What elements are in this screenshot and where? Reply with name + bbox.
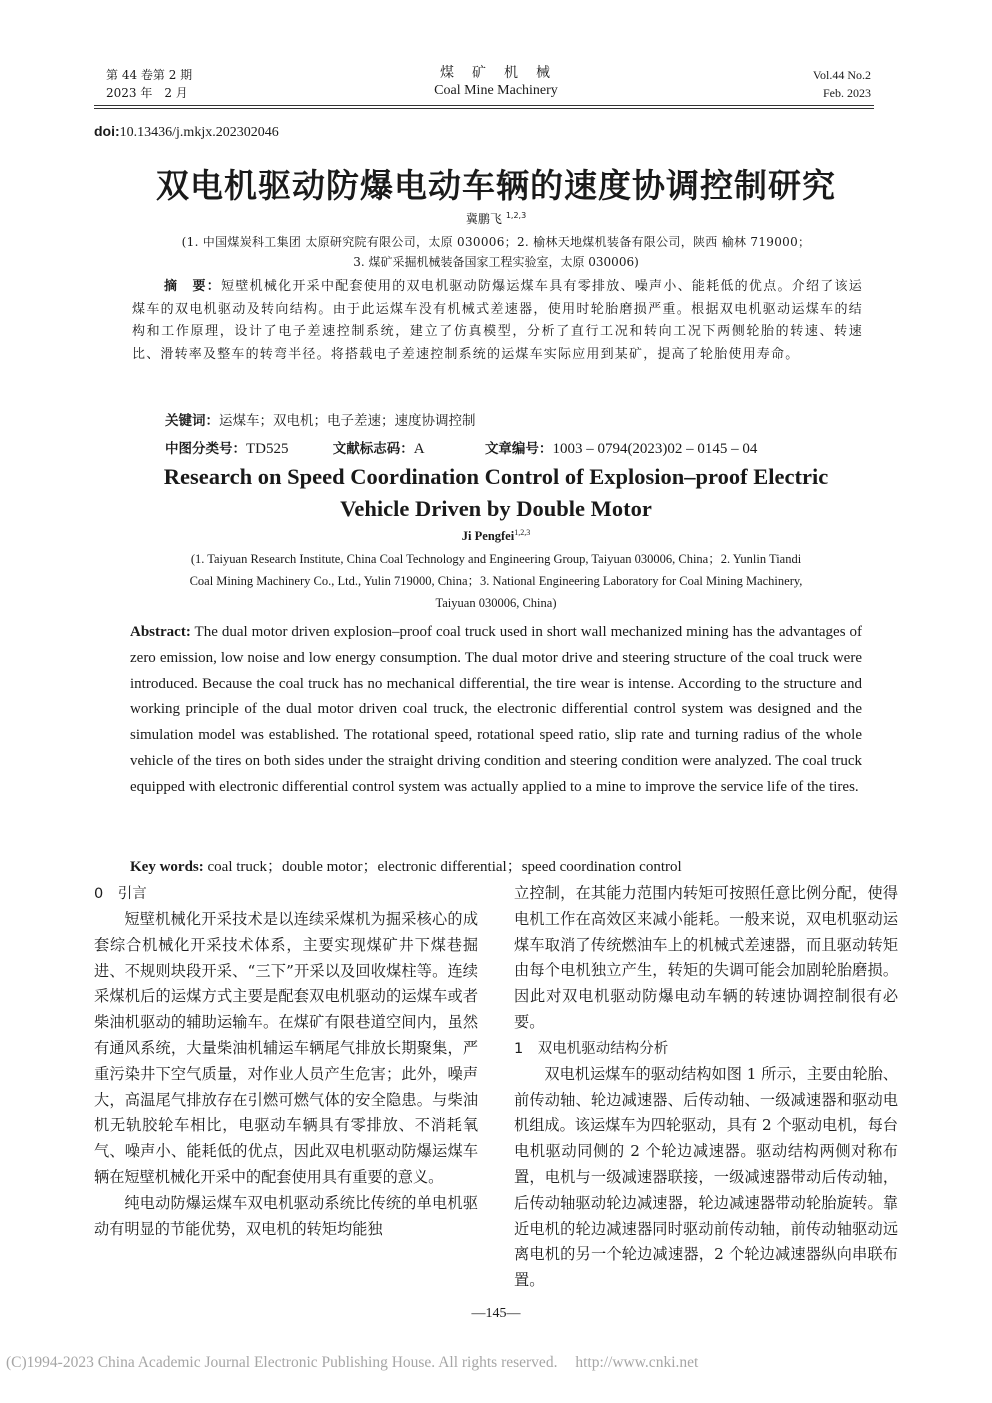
keywords-en bbox=[130, 855, 682, 876]
doi-value[interactable]: 10.13436/j.mkjx.202302046 bbox=[119, 125, 279, 140]
author-name-en: Ji Pengfei bbox=[461, 529, 515, 544]
affiliations-en bbox=[94, 548, 898, 614]
affiliation-en-line-1: (1. Taiyuan Research Institute, China Coal Technology and Engineering Group, Taiyuan 030006, China；2. Yunlin Tiandi bbox=[190, 552, 802, 566]
article-id-label: 文章编号： bbox=[484, 441, 553, 457]
affiliation-en-line-3: Taiyuan 030006, China) bbox=[435, 596, 557, 610]
section-1-paragraph-1: 双电机运煤车的驱动结构如图 1 所示，主要由轮胎、前传动轴、轮边减速器、后传动轴、一级减速器和驱动电机组成。该运煤车为四轮驱动，具有 2 个驱动电机，每台电机驱动同侧的 2 个轮边减速器。驱动结构两侧对称布置，电机与一级减速器联接，一级减速器带动后传动轴，后传动轴驱动轮边减速器，轮边减速器带动轮胎旋转。靠近电机的轮边减速器同时驱动前传动轴，前传动轴驱动远离电机的另一个轮边减速器，2 个轮边减速器纵向串联布置。 bbox=[514, 1064, 898, 1290]
intro-paragraph-1: 短壁机械化开采技术是以连续采煤机为掘采核心的成套综合机械化开采技术体系，主要实现煤矿井下煤巷掘进、不规则块段开采、“三下”开采以及回收煤柱等。连续采煤机后的运煤方式主要是配套双电机驱动的运煤车或者柴油机驱动的辅助运输车。在煤矿有限巷道空间内，虽然有通风系统，大量柴油机辅运车辆尾气排放长期聚集，严重污染井下空气质量，对作业人员产生危害；此外，噪声大，高温尾气排放存在引燃可燃气体的安全隐患。与柴油机无轨胶轮车相比，电驱动车辆具有零排放、不消耗氧气、噪声小、能耗低的优点，因此双电机驱动防爆运煤车辆在短壁机械化开采中的配套使用具有重要的意义。 bbox=[94, 910, 478, 1186]
volume-issue-en: Vol.44 No.2 bbox=[812, 68, 871, 82]
doc-code-label: 文献标志码： bbox=[332, 441, 414, 457]
issue-date-en: Feb. 2023 bbox=[823, 86, 871, 100]
abstract-en bbox=[130, 620, 862, 801]
affiliation-cn-line-2: 3. 煤矿采掘机械装备国家工程实验室，太原 030006) bbox=[353, 255, 639, 269]
paper-title-en-line-1: Research on Speed Coordination Control of Explosion–proof Electric bbox=[163, 464, 829, 489]
page-number: —145— bbox=[471, 1306, 521, 1321]
author-en bbox=[0, 528, 992, 544]
classification-line bbox=[165, 437, 757, 458]
volume-issue: 第 44 卷第 2 期 bbox=[106, 68, 193, 82]
abstract-cn-text: 短壁机械化开采中配套使用的双电机驱动防爆运煤车具有零排放、噪声小、能耗低的优点。介绍了该运煤车的双电机驱动及转向结构。由于此运煤车没有机械式差速器，使用时轮胎磨损严重。根据双电机驱动运煤车的结构和工作原理，设计了电子差速控制系统，建立了仿真模型，分析了直行工况和转向工况下两侧轮胎的转速、转速比、滑转率及整车的转弯半径。将搭载电子差速控制系统的运煤车实际应用到某矿，提高了轮胎使用寿命。 bbox=[132, 279, 863, 362]
body-right-column bbox=[514, 881, 898, 1294]
section-0-heading: 0 引言 bbox=[94, 886, 147, 902]
keywords-en-text: coal truck；double motor；electronic differential；speed coordination control bbox=[207, 859, 682, 875]
issue-date: 2023 年 2 月 bbox=[106, 86, 188, 100]
doc-code-value: A bbox=[413, 441, 425, 457]
section-1-heading: 1 双电机驱动结构分析 bbox=[514, 1040, 669, 1057]
header-rule bbox=[94, 105, 874, 106]
body-left-column bbox=[94, 881, 478, 1242]
cnki-url[interactable]: http://www.cnki.net bbox=[575, 1354, 699, 1371]
copyright-footer bbox=[6, 1354, 698, 1372]
paper-title-en-line-2: Vehicle Driven by Double Motor bbox=[340, 496, 652, 521]
intro-paragraph-2: 纯电动防爆运煤车双电机驱动系统比传统的单电机驱动有明显的节能优势，双电机的转矩均能独 bbox=[94, 1193, 478, 1238]
intro-paragraph-2-continued: 立控制，在其能力范围内转矩可按照任意比例分配，使得电机工作在高效区来减小能耗。一般来说，双电机驱动运煤车取消了传统燃油车上的机械式差速器，而且驱动转矩由每个电机独立产生，转矩的失调可能会加剧轮胎磨损。因此对双电机驱动防爆电动车辆的转速协调控制很有必要。 bbox=[514, 884, 898, 1031]
journal-name-cn: 煤 矿 机 械 bbox=[440, 65, 552, 81]
journal-name-en: Coal Mine Machinery bbox=[434, 83, 558, 98]
abstract-cn bbox=[132, 276, 863, 366]
author-name-cn: 冀鹏飞 bbox=[465, 212, 502, 226]
author-affil-sup: 1,2,3 bbox=[505, 211, 527, 220]
keywords-cn-text: 运煤车；双电机；电子差速；速度协调控制 bbox=[219, 413, 476, 429]
doi[interactable] bbox=[94, 123, 279, 141]
affiliation-cn-line-1: (1. 中国煤炭科工集团 太原研究院有限公司，太原 030006；2. 榆林天地煤机装备有限公司，陕西 榆林 719000； bbox=[181, 235, 811, 249]
affiliations-cn bbox=[94, 232, 898, 272]
paper-title-en bbox=[0, 461, 992, 525]
abstract-en-text: The dual motor driven explosion–proof coal truck used in short wall mechanized mining has the advantages of zero emission, low noise and low energy consumption. The dual motor drive and steering structure of the coal truck were introduced. Because the coal truck has no mechanical differential, the tire wear is intense. According to the structure and working principle of the dual motor driven coal truck, the electronic differential control system was designed and the simulation model was established. The rotational speed, rotational speed ratio, slip rate and turning radius of the whole vehicle of the tires on both sides under the straight driving condition and steering condition were analyzed. The coal truck equipped with electronic differential control system was actually applied to a mine to improve the service life of the tires. bbox=[130, 624, 863, 795]
clc-label: 中图分类号： bbox=[165, 441, 246, 457]
author-affil-sup-en: 1,2,3 bbox=[514, 528, 531, 537]
clc-value: TD525 bbox=[246, 441, 289, 457]
keywords-en-label: Key words: bbox=[130, 859, 204, 875]
keywords-cn bbox=[165, 409, 476, 429]
affiliation-en-line-2: Coal Mining Machinery Co., Ltd., Yulin 719000, China；3. National Engineering Laboratory for Coal Mining Machinery, bbox=[189, 574, 803, 588]
abstract-en-label: Abstract: bbox=[130, 624, 191, 640]
journal-issue-en bbox=[813, 66, 871, 102]
doi-label: doi: bbox=[94, 123, 120, 139]
author-cn bbox=[0, 210, 992, 227]
article-id-value: 1003 – 0794(2023)02 – 0145 – 04 bbox=[552, 441, 758, 457]
keywords-cn-label: 关键词： bbox=[165, 413, 219, 429]
paper-title-cn: 双电机驱动防爆电动车辆的速度协调控制研究 bbox=[156, 166, 836, 205]
copyright-text: (C)1994-2023 China Academic Journal Electronic Publishing House. All rights reserved. bbox=[6, 1354, 558, 1371]
header-rule-2 bbox=[94, 108, 874, 109]
abstract-cn-label: 摘 要： bbox=[164, 279, 222, 294]
